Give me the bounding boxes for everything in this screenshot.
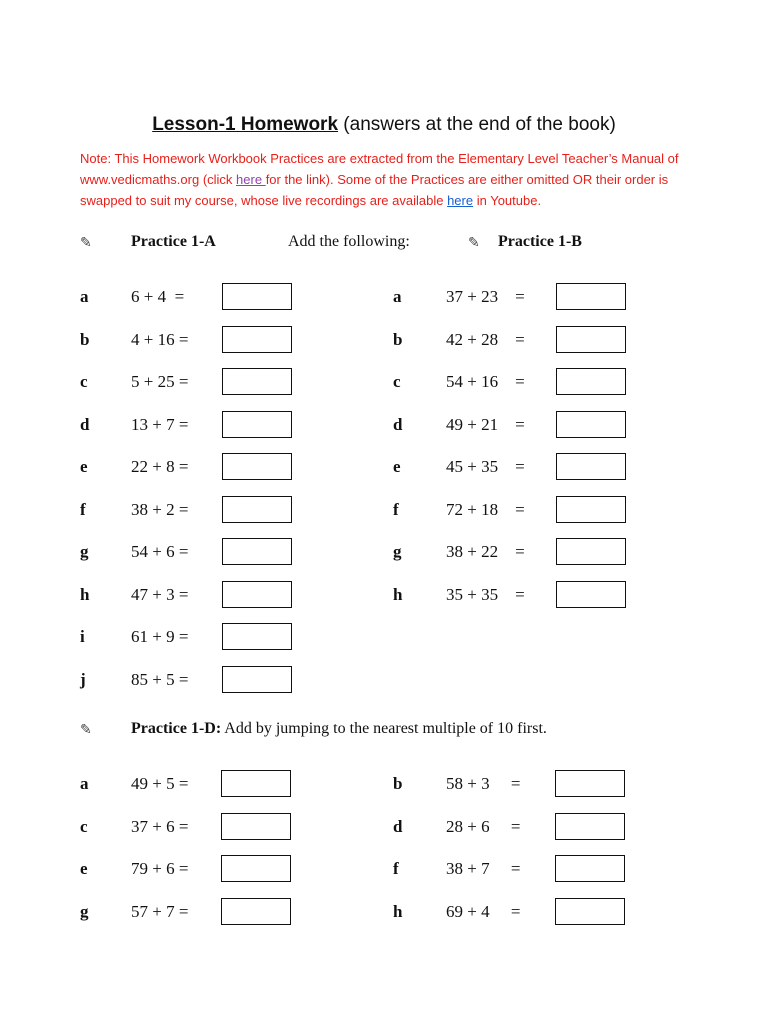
- practice-1b-expression-c: 54 + 16 =: [446, 372, 525, 391]
- practice-1a-answer-box-e[interactable]: [222, 453, 292, 480]
- practice-1a-letter-g: g: [80, 542, 89, 561]
- practice-1d-instruction: Add by jumping to the nearest multiple of 10 first.: [221, 720, 547, 737]
- practice-1b-expression-h: 35 + 35 =: [446, 584, 525, 604]
- page-title: [0, 114, 768, 136]
- practice-1b-letter-f: f: [393, 499, 399, 519]
- practice-1b-expression-f: 72 + 18 =: [446, 499, 525, 519]
- here-link-youtube[interactable]: here: [447, 193, 474, 208]
- practice-1d-expression-b: 58 + 3 =: [446, 774, 521, 793]
- practice-1b-letter-g: g: [393, 542, 402, 561]
- practice-1a-letter-a: a: [80, 287, 89, 306]
- note-paragraph: [80, 148, 720, 211]
- practice-1d-expression-e: 79 + 6 =: [131, 859, 189, 878]
- practice-1a-answer-box-c[interactable]: [222, 368, 292, 395]
- practice-1a-answer-box-b[interactable]: [222, 326, 292, 353]
- practice-1d-answer-box-f[interactable]: [555, 855, 625, 882]
- practice-1a-letter-c: c: [80, 372, 88, 391]
- practice-1b-answer-box-b[interactable]: [556, 326, 626, 353]
- practice-1b-expression-g: 38 + 22 =: [446, 542, 525, 561]
- title-main: Lesson-1 Homework: [152, 114, 339, 135]
- practice-1a-expression-d: 13 + 7 =: [131, 414, 189, 434]
- practice-1b-letter-e: e: [393, 457, 401, 476]
- practice-1d-letter-g: g: [80, 901, 89, 921]
- practice-1d-letter-e: e: [80, 859, 88, 878]
- practice-1a-expression-e: 22 + 8 =: [131, 457, 189, 476]
- practice-1b-answer-box-c[interactable]: [556, 368, 626, 395]
- practice-1b-letter-d: d: [393, 414, 403, 434]
- practice-1b-letter-a: a: [393, 287, 402, 306]
- pencil-icon: ✎: [468, 236, 480, 251]
- practice-1b-answer-box-d[interactable]: [556, 411, 626, 438]
- practice-1a-answer-box-j[interactable]: [222, 666, 292, 693]
- practice-1b-expression-d: 49 + 21 =: [446, 414, 525, 434]
- practice-1a-answer-box-h[interactable]: [222, 581, 292, 608]
- note-text-2: for the link). Some of the Practices are either omitted OR their order is swapped to suit my course, whose live recordings are available: [80, 172, 669, 208]
- practice-1a-answer-box-a[interactable]: [222, 283, 292, 310]
- practice-1a-expression-j: 85 + 5 =: [131, 669, 189, 689]
- practice-1d-letter-a: a: [80, 774, 89, 793]
- title-subtitle: (answers at the end of the book): [338, 114, 616, 135]
- practice-1a-letter-i: i: [80, 627, 85, 646]
- practice-1a-expression-b: 4 + 16 =: [131, 329, 189, 349]
- practice-1d-expression-d: 28 + 6 =: [446, 816, 521, 836]
- practice-1a-answer-box-i[interactable]: [222, 623, 292, 650]
- pencil-icon: ✎: [80, 236, 92, 251]
- practice-1d-answer-box-b[interactable]: [555, 770, 625, 797]
- practice-1a-letter-f: f: [80, 499, 86, 519]
- practice-1a-expression-f: 38 + 2 =: [131, 499, 189, 519]
- practice-1b-answer-box-a[interactable]: [556, 283, 626, 310]
- practice-1a-letter-b: b: [80, 329, 90, 349]
- practice-1d-expression-f: 38 + 7 =: [446, 859, 521, 878]
- practice-1a-expression-i: 61 + 9 =: [131, 627, 189, 646]
- practice-1a-answer-box-f[interactable]: [222, 496, 292, 523]
- practice-1d-answer-box-e[interactable]: [221, 855, 291, 882]
- practice-1b-letter-h: h: [393, 584, 403, 604]
- practice-1d-answer-box-a[interactable]: [221, 770, 291, 797]
- practice-1a-letter-h: h: [80, 584, 90, 604]
- practice-1d-expression-h: 69 + 4 =: [446, 901, 521, 921]
- practice-1d-heading: [131, 720, 547, 738]
- practice-1d-letter-d: d: [393, 816, 403, 836]
- practice-1d-expression-g: 57 + 7 =: [131, 901, 189, 921]
- note-text-3: in Youtube.: [473, 193, 542, 208]
- practice-1d-expression-a: 49 + 5 =: [131, 774, 189, 793]
- practice-1d-letter-h: h: [393, 901, 403, 921]
- here-link-vedicmaths[interactable]: here: [236, 172, 266, 187]
- practice-1a-expression-g: 54 + 6 =: [131, 542, 189, 561]
- practice-1d-letter-b: b: [393, 774, 403, 793]
- practice-1a-expression-h: 47 + 3 =: [131, 584, 189, 604]
- practice-1a-letter-e: e: [80, 457, 88, 476]
- practice-1a-expression-a: 6 + 4 =: [131, 287, 185, 306]
- practice-1d-letter-c: c: [80, 816, 88, 836]
- practice-1b-answer-box-h[interactable]: [556, 581, 626, 608]
- add-instruction: Add the following:: [288, 233, 410, 250]
- note-text-1: Note: This Homework Workbook Practices are extracted from the Elementary Level Teacher’s Manual of www.vedicmaths.org (click: [80, 151, 679, 187]
- practice-1a-letter-j: j: [80, 669, 86, 689]
- practice-1d-letter-f: f: [393, 859, 399, 878]
- practice-1d-answer-box-h[interactable]: [555, 898, 625, 925]
- practice-1d-answer-box-g[interactable]: [221, 898, 291, 925]
- practice-1d-expression-c: 37 + 6 =: [131, 816, 189, 836]
- practice-1a-heading: Practice 1-A: [131, 233, 216, 250]
- pencil-icon: ✎: [80, 723, 92, 738]
- practice-1a-answer-box-g[interactable]: [222, 538, 292, 565]
- practice-1d-label: Practice 1-D:: [131, 720, 222, 737]
- practice-1a-letter-d: d: [80, 414, 90, 434]
- practice-1b-heading: Practice 1-B: [498, 233, 582, 250]
- practice-1b-answer-box-e[interactable]: [556, 453, 626, 480]
- practice-1b-answer-box-f[interactable]: [556, 496, 626, 523]
- practice-1d-answer-box-d[interactable]: [555, 813, 625, 840]
- practice-1b-expression-b: 42 + 28 =: [446, 329, 525, 349]
- practice-1a-answer-box-d[interactable]: [222, 411, 292, 438]
- practice-1b-letter-b: b: [393, 329, 403, 349]
- practice-1b-letter-c: c: [393, 372, 401, 391]
- practice-1d-answer-box-c[interactable]: [221, 813, 291, 840]
- practice-1b-expression-a: 37 + 23 =: [446, 287, 525, 306]
- practice-1b-answer-box-g[interactable]: [556, 538, 626, 565]
- practice-1a-expression-c: 5 + 25 =: [131, 372, 189, 391]
- practice-1b-expression-e: 45 + 35 =: [446, 457, 525, 476]
